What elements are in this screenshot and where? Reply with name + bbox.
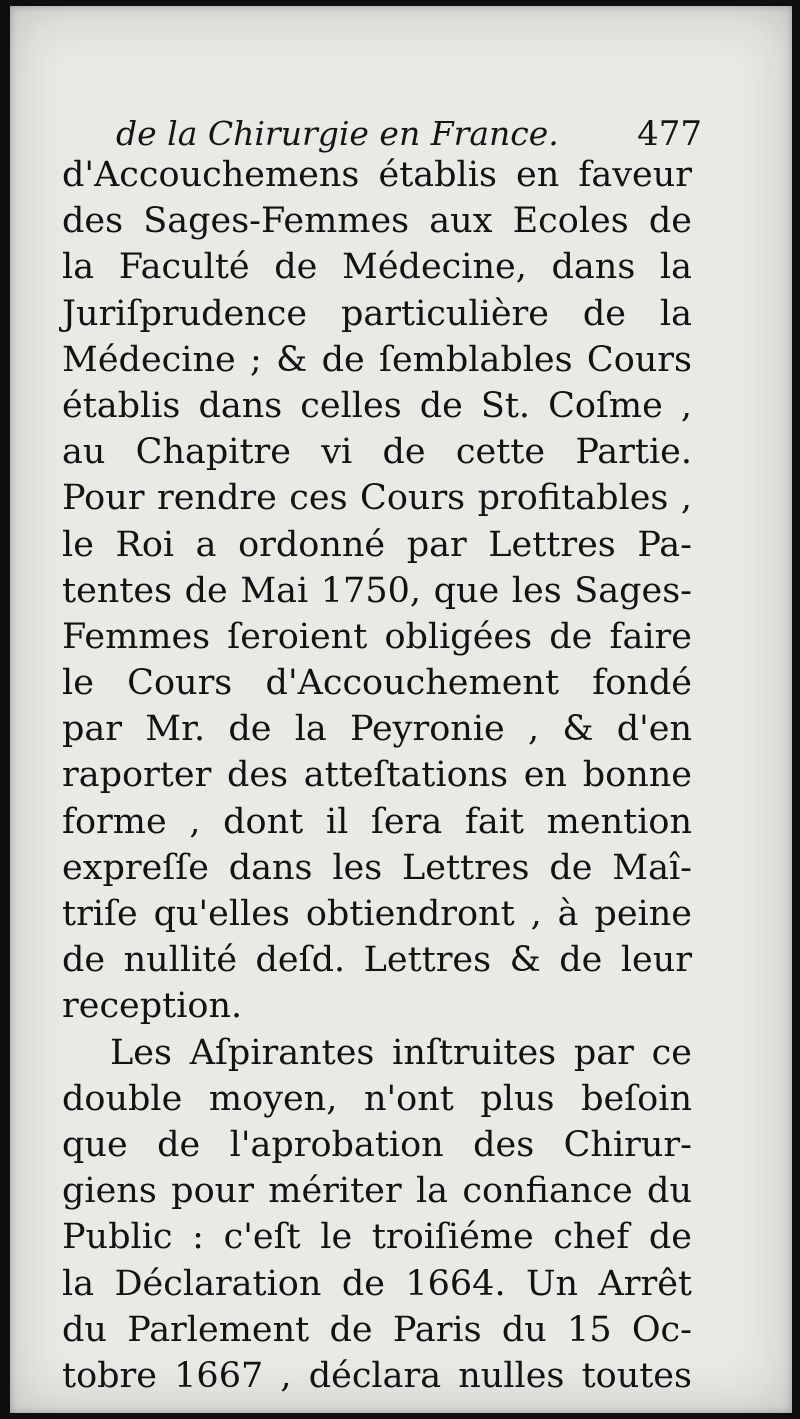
- text-line: que de l'aprobation des Chirur-: [62, 1124, 692, 1165]
- text-line: le Cours d'Accouchement fondé: [62, 663, 692, 704]
- page-number: 477: [637, 114, 702, 154]
- body-text: [62, 152, 692, 1399]
- text-line: double moyen, n'ont plus beſoin: [62, 1078, 692, 1119]
- text-line: giens pour mériter la confiance du: [62, 1171, 692, 1212]
- text-line: du Parlement de Paris du 15 Oc-: [62, 1309, 692, 1350]
- page-header: [116, 110, 702, 158]
- text-line: triſe qu'elles obtiendront , à peine: [62, 894, 692, 934]
- text-line: la Faculté de Médecine, dans la: [62, 247, 692, 288]
- text-line: tobre 1667 , déclara nulles toutes: [62, 1355, 692, 1396]
- text-line: établis dans celles de St. Coſme ,: [62, 385, 692, 426]
- text-line: raporter des atteſtations en bonne: [62, 755, 692, 796]
- text-line: Public : c'eſt le troiſiéme chef de: [62, 1217, 692, 1258]
- text-line: d'Accouchemens établis en faveur: [62, 155, 692, 195]
- running-title: de la Chirurgie en France.: [116, 114, 559, 153]
- text-line: le Roi a ordonné par Lettres Pa-: [62, 524, 692, 565]
- text-line: tentes de Mai 1750, que les Sages-: [62, 570, 692, 611]
- paragraph-end-line: reception.: [62, 986, 243, 1027]
- text-line: Juriſprudence particulière de la: [62, 293, 692, 334]
- text-line: la Déclaration de 1664. Un Arrêt: [62, 1263, 692, 1304]
- text-line: Femmes ſeroient obligées de faire: [62, 616, 692, 657]
- text-line: des Sages-Femmes aux Ecoles de: [62, 201, 692, 242]
- text-line: expreſſe dans les Lettres de Maî-: [62, 847, 692, 888]
- text-line: par Mr. de la Peyronie , & d'en: [62, 709, 692, 750]
- text-line: de nullité deſd. Lettres & de leur: [62, 940, 692, 981]
- text-line: Médecine ; & de ſemblables Cours: [62, 339, 692, 380]
- text-line: au Chapitre vi de cette Partie.: [62, 432, 692, 473]
- text-line: forme , dont il ſera fait mention: [62, 801, 692, 842]
- text-line: Pour rendre ces Cours profitables ,: [62, 478, 692, 519]
- paragraph-start-line: Les Aſpirantes inſtruites par ce: [110, 1032, 692, 1073]
